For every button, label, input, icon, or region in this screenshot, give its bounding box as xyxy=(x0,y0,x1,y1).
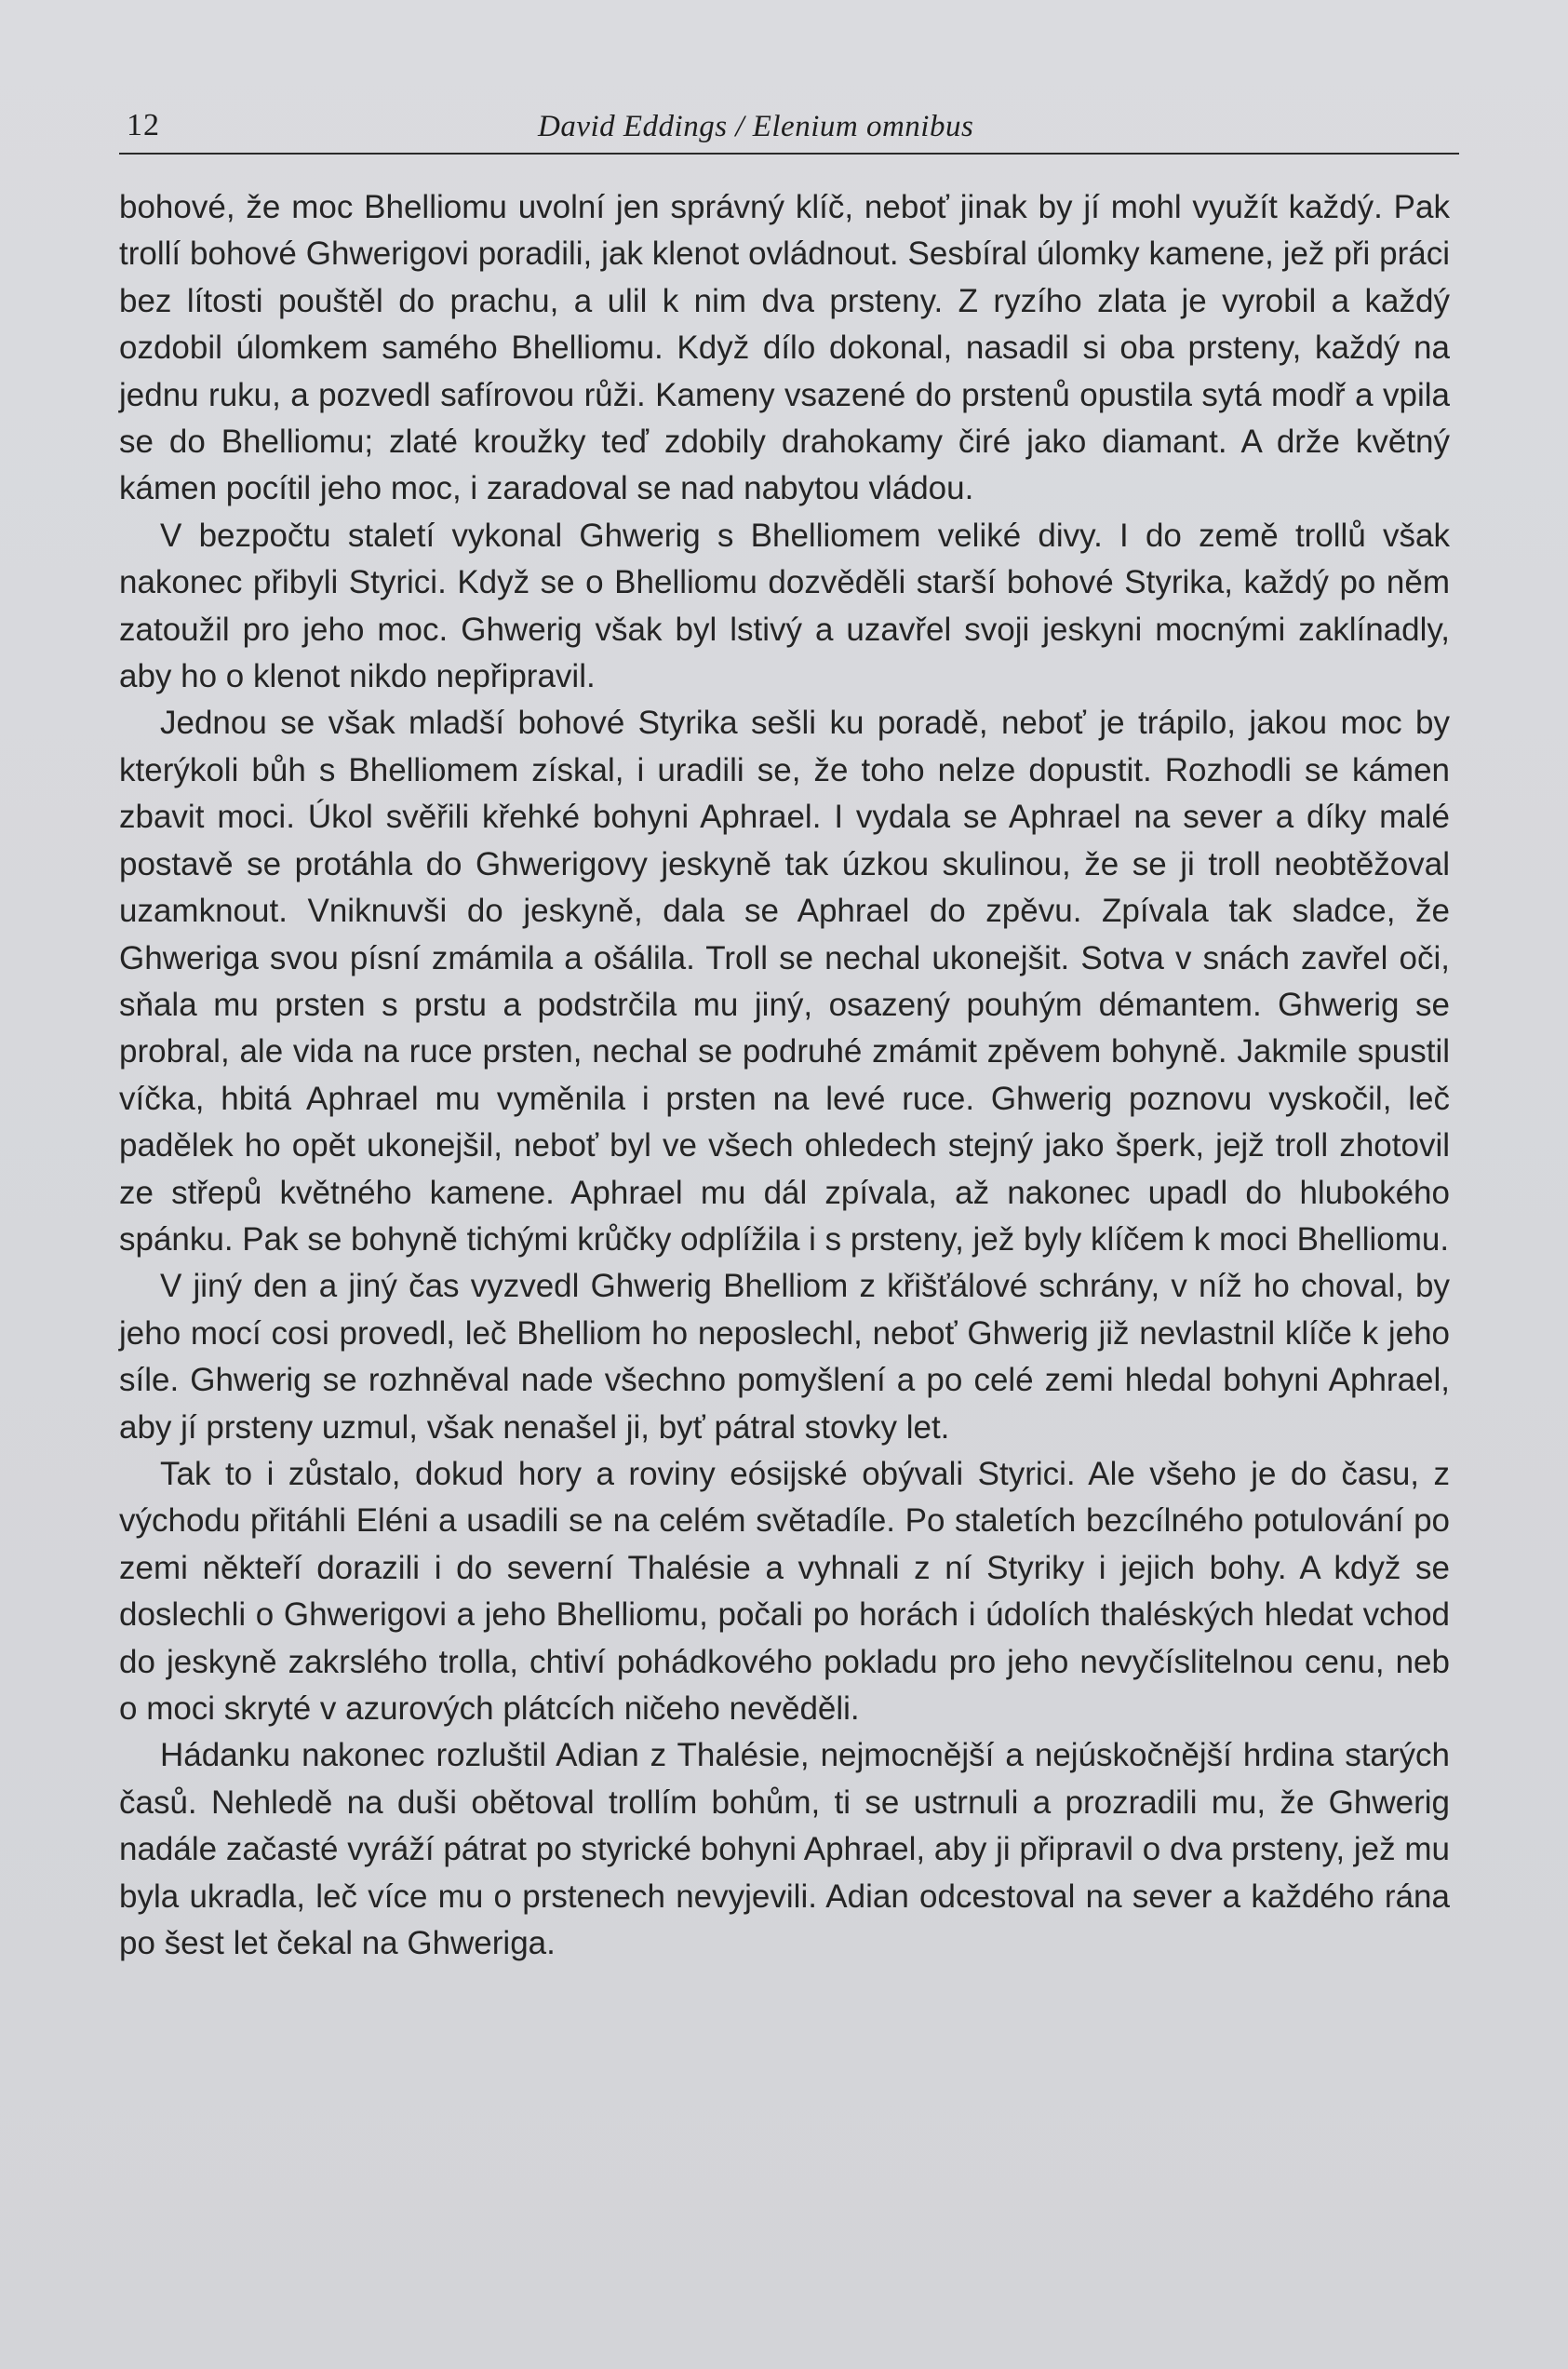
paragraph-3: Jednou se však mladší bohové Styrika sešli ku poradě, neboť je trápilo, jakou moc by kterýkoli bůh s Bhelliomem získal, i uradili se, že toho nelze dopustit. Rozhodli se kámen zbavit moci. Úkol svěřili křehké bohyni Aphrael. I vydala se Aphrael na sever a díky malé postavě se protáhla do Ghwerigovy jeskyně tak úzkou skulinou, že se ji troll neobtěžoval uzamknout. Vniknuvši do jeskyně, dala se Aphrael do zpěvu. Zpívala tak sladce, že Ghweriga svou písní zmámila a ošálila. Troll se nechal ukonejšit. Sotva v snách zavřel oči, sňala mu prsten s prstu a podstrčila mu jiný, osazený pouhým démantem. Ghwerig se probral, ale vida na ruce prsten, nechal se podruhé zmámit zpěvem bohyně. Jakmile spustil víčka, hbitá Aphrael mu vyměnila i prsten na levé ruce. Ghwerig poznovu vyskočil, leč padělek ho opět ukonejšil, neboť byl ve všech ohledech stejný jako šperk, jejž troll zhotovil ze střepů květného kamene. Aphrael mu dál zpívala, až nakonec upadl do hlubokého spánku. Pak se bohyně tichými krůčky odplížila i s prsteny, jež byly klíčem k moci Bhelliomu. xyxy=(119,705,1450,1258)
paragraph-2: V bezpočtu staletí vykonal Ghwerig s Bhelliomem veliké divy. I do země trollů však nakonec přibyli Styrici. Když se o Bhelliomu dozvěděli starší bohové Styrika, každý po něm zatoužil pro jeho moc. Ghwerig však byl lstivý a uzavřel svoji jeskyni mocnými zaklínadly, aby ho o klenot nikdo nepřipravil. xyxy=(119,517,1450,695)
paragraph-5: Tak to i zůstalo, dokud hory a roviny eósijské obývali Styrici. Ale všeho je do času, z východu přitáhli Eléni a usadili se na celém světadíle. Po staletích bezcílného potulování po zemi někteří dorazili i do severní Thalésie a vyhnali z ní Styriky i jejich bohy. A když se doslechli o Ghwerigovi a jeho Bhelliomu, počali po horách i údolích thaléských hledat vchod do jeskyně zakrslého trolla, chtiví pohádkového pokladu pro jeho nevyčíslitelnou cenu, neb o moci skryté v azurových plátcích ničeho nevěděli. xyxy=(119,1455,1450,1727)
paragraph-4: V jiný den a jiný čas vyzvedl Ghwerig Bhelliom z křišťálové schrány, v níž ho choval, by jeho mocí cosi provedl, leč Bhelliom ho neposlechl, neboť Ghwerig již nevlastnil klíče k jeho síle. Ghwerig se rozhněval nade všechno pomyšlení a po celé zemi hledal bohyni Aphrael, aby jí prsteny uzmul, však nenašel ji, byť pátral stovky let. xyxy=(119,1268,1450,1446)
paragraph-6: Hádanku nakonec rozluštil Adian z Thalésie, nejmocnější a nejúskočnější hrdina starých časů. Nehledě na duši obětoval trollím bohům, ti se ustrnuli a prozradili mu, že Ghwerig nadále začasté vyráží pátrat po styrické bohyni Aphrael, aby ji připravil o dva prsteny, jež mu byla ukradla, leč více mu o prstenech nevyjevili. Adian odcestoval na sever a každého rána po šest let čekal na Ghweriga. xyxy=(119,1737,1450,1962)
body-text xyxy=(119,184,1450,1967)
paragraph-1: bohové, že moc Bhelliomu uvolní jen správný klíč, neboť jinak by jí mohl využít každý. Pak trollí bohové Ghwerigovi poradili, jak klenot ovládnout. Sesbíral úlomky kamene, jež při práci bez lítosti pouštěl do prachu, a ulil k nim dva prsteny. Z ryzího zlata je vyrobil a každý ozdobil úlomkem samého Bhelliomu. Když dílo dokonal, nasadil si oba prsteny, každý na jednu ruku, a pozvedl safírovou růži. Kameny vsazené do prstenů opustila sytá modř a vpila se do Bhelliomu; zlaté kroužky teď zdobily drahokamy čiré jako diamant. A drže květný kámen pocítil jeho moc, i zaradoval se nad nabytou vládou. xyxy=(119,189,1450,507)
page-header xyxy=(119,104,1459,155)
running-head: David Eddings / Elenium omnibus xyxy=(538,110,974,143)
page-number: 12 xyxy=(127,108,160,142)
